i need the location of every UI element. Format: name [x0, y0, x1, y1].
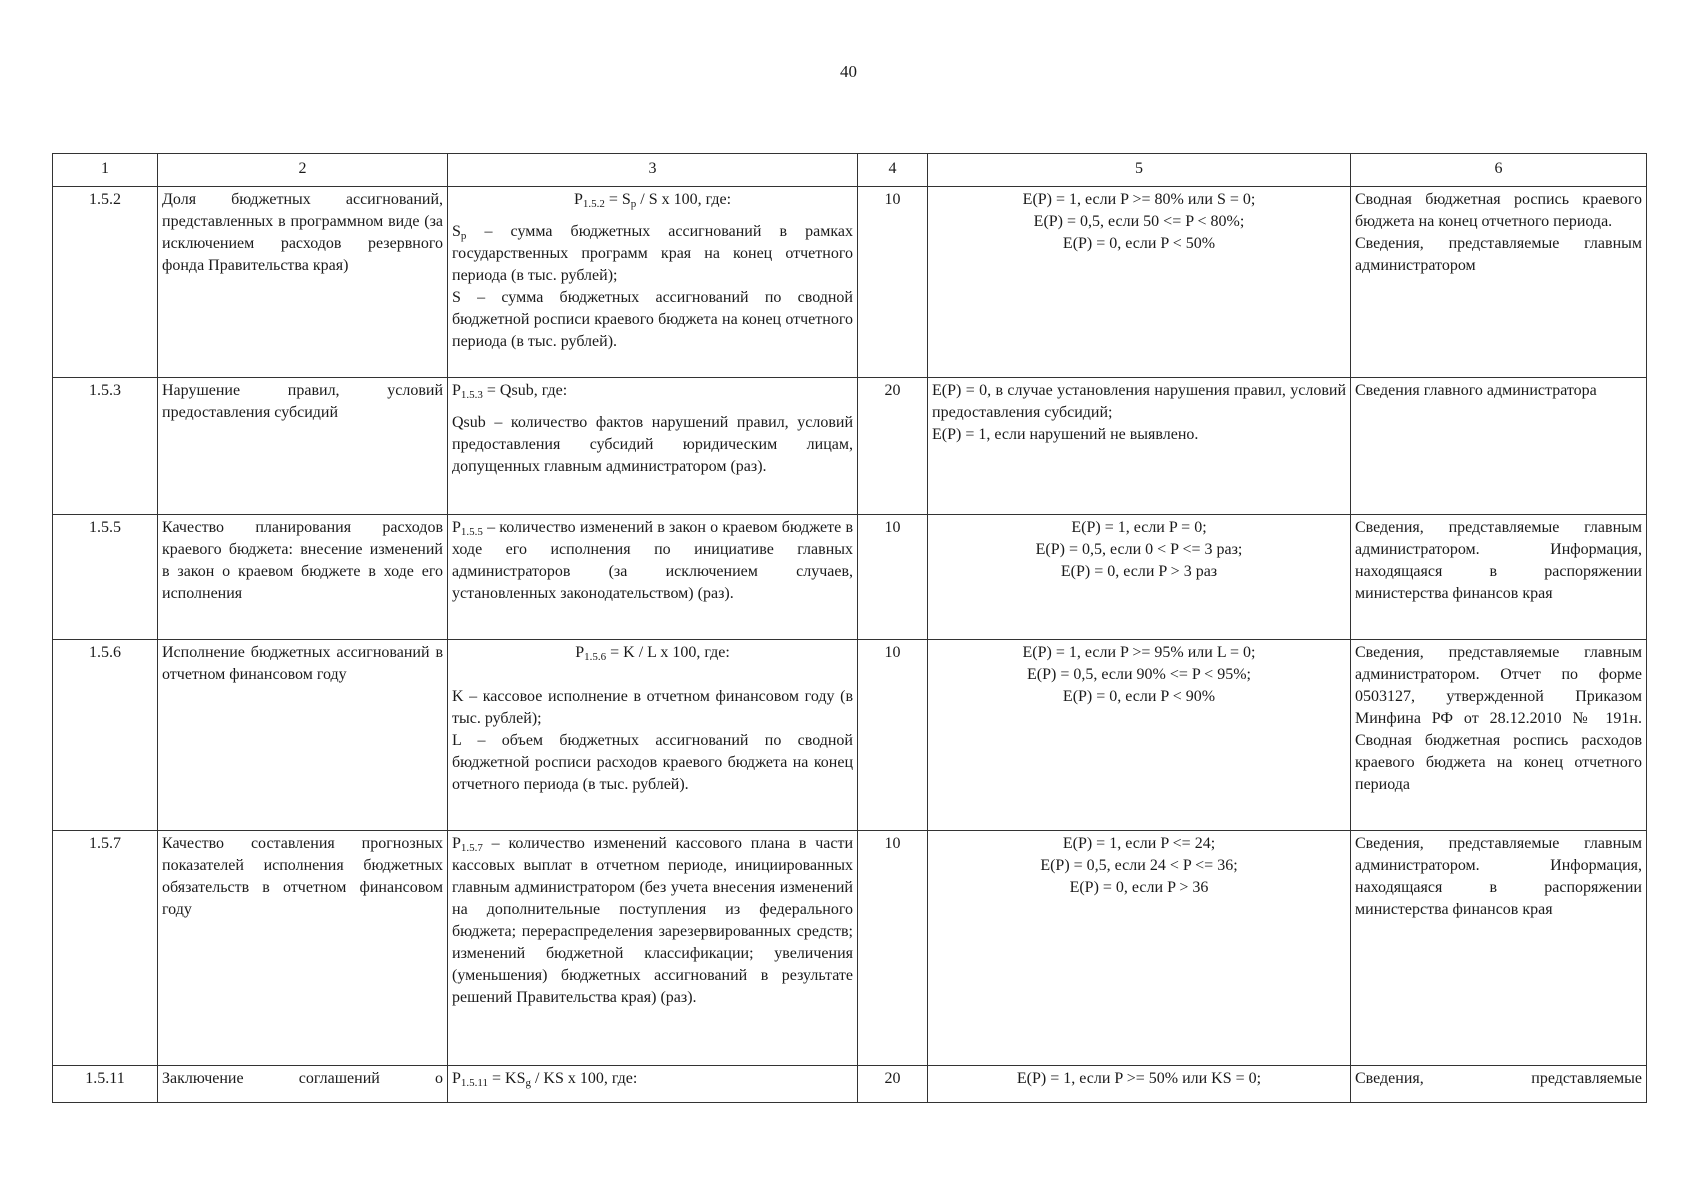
weight: 10	[858, 187, 928, 378]
weight: 10	[858, 515, 928, 640]
table-row	[53, 1066, 1647, 1103]
formula-cell	[448, 187, 858, 378]
column-header: 6	[1351, 154, 1647, 187]
indicator-name: Качество планирования расходов краевого бюджета: внесение изменений в закон о краевом бюджете в ходе его исполнения	[158, 515, 448, 640]
formula-description: Qsub – количество фактов нарушений правил, условий предоставления субсидий юридическим лицам, допущенных главным администратором (раз).	[452, 414, 853, 475]
weight: 10	[858, 831, 928, 1066]
indicator-name: Заключение соглашений о	[158, 1066, 448, 1103]
column-header: 1	[53, 154, 158, 187]
formula-cell: $P_{1.5.7}$ – количество изменений кассового плана в части кассовых выплат в отчетном периоде, инициированных главным администратором (без учета внесения изменений на дополнительные поступления из федерального бюджета; перераспределения зарезервированных средств; изменений бюджетной классификации; увеличения (уменьшения) бюджетных ассигнований в результате решений Правительства края) (раз).	[448, 831, 858, 1066]
row-number: 1.5.2	[53, 187, 158, 378]
indicator-name: Нарушение правил, условий предоставления субсидий	[158, 378, 448, 515]
formula-cell: $P_{1.5.11} = KS_g$ / KS x 100, где:	[448, 1066, 858, 1103]
criteria: E(P) = 1, если P >= 50% или KS = 0;	[928, 1066, 1351, 1103]
formula-cell	[448, 378, 858, 515]
criteria-table	[52, 153, 1647, 1103]
source: Сведения главного администратора	[1351, 378, 1647, 515]
table-row	[53, 640, 1647, 831]
table-row	[53, 187, 1647, 378]
source: Сводная бюджетная роспись краевого бюджета на конец отчетного периода. Сведения, представляемые главным администратором	[1351, 187, 1647, 378]
row-number: 1.5.6	[53, 640, 158, 831]
weight: 10	[858, 640, 928, 831]
row-number: 1.5.5	[53, 515, 158, 640]
header-row	[53, 154, 1647, 187]
row-number: 1.5.11	[53, 1066, 158, 1103]
formula-description: S – сумма бюджетных ассигнований по сводной бюджетной росписи краевого бюджета на конец отчетного периода (в тыс. рублей).	[452, 289, 853, 350]
source: Сведения, представляемые	[1351, 1066, 1647, 1103]
criteria: E(P) = 1, если P >= 80% или S = 0; E(P) = 0,5, если 50 <= P < 80%; E(P) = 0, если P < 50%	[928, 187, 1351, 378]
formula: $P_{1.5.2} = S_p / S$ x 100, где:	[573, 191, 732, 210]
column-header: 4	[858, 154, 928, 187]
column-header: 5	[928, 154, 1351, 187]
formula-cell	[448, 640, 858, 831]
column-header: 3	[448, 154, 858, 187]
criteria: E(P) = 0, в случае установления нарушения правил, условий предоставления субсидий; E(P) = 1, если нарушений не выявлено.	[928, 378, 1351, 515]
source: Сведения, представляемые главным администратором. Информация, находящаяся в распоряжении министерства финансов края	[1351, 515, 1647, 640]
table-row	[53, 378, 1647, 515]
formula: $P_{1.5.6} = K / L$ x 100, где:	[575, 644, 730, 663]
indicator-name: Качество составления прогнозных показателей исполнения бюджетных обязательств в отчетном финансовом году	[158, 831, 448, 1066]
weight: 20	[858, 378, 928, 515]
formula-description: $S_p$ – сумма бюджетных ассигнований в рамках государственных программ края на конец отчетного периода (в тыс. рублей);	[452, 223, 853, 284]
source: Сведения, представляемые главным администратором. Информация, находящаяся в распоряжении министерства финансов края	[1351, 831, 1647, 1066]
table-row	[53, 515, 1647, 640]
criteria: E(P) = 1, если P <= 24; E(P) = 0,5, если 24 < P <= 36; E(P) = 0, если P > 36	[928, 831, 1351, 1066]
formula-cell: $P_{1.5.5}$ – количество изменений в закон о краевом бюджете в ходе его исполнения по инициативе главных администраторов (за исключением случаев, установленных законодательством) (раз).	[448, 515, 858, 640]
indicator-name: Исполнение бюджетных ассигнований в отчетном финансовом году	[158, 640, 448, 831]
page-number: 40	[840, 62, 857, 81]
source: Сведения, представляемые главным администратором. Отчет по форме 0503127, утвержденной Приказом Минфина РФ от 28.12.2010 № 191н. Сводная бюджетная роспись расходов краевого бюджета на конец отчетного периода	[1351, 640, 1647, 831]
column-header: 2	[158, 154, 448, 187]
formula-description: K – кассовое исполнение в отчетном финансовом году (в тыс. рублей);	[452, 688, 853, 727]
criteria: E(P) = 1, если P = 0; E(P) = 0,5, если 0 < P <= 3 раз; E(P) = 0, если P > 3 раз	[928, 515, 1351, 640]
formula: $P_{1.5.3}$ = Qsub, где:	[452, 382, 568, 401]
criteria: E(P) = 1, если P >= 95% или L = 0; E(P) = 0,5, если 90% <= P < 95%; E(P) = 0, если P < 90%	[928, 640, 1351, 831]
weight: 20	[858, 1066, 928, 1103]
table-row	[53, 831, 1647, 1066]
row-number: 1.5.7	[53, 831, 158, 1066]
row-number: 1.5.3	[53, 378, 158, 515]
indicator-name: Доля бюджетных ассигнований, представленных в программном виде (за исключением расходов резервного фонда Правительства края)	[158, 187, 448, 378]
formula-description: L – объем бюджетных ассигнований по сводной бюджетной росписи расходов краевого бюджета на конец отчетного периода (в тыс. рублей).	[452, 732, 853, 793]
